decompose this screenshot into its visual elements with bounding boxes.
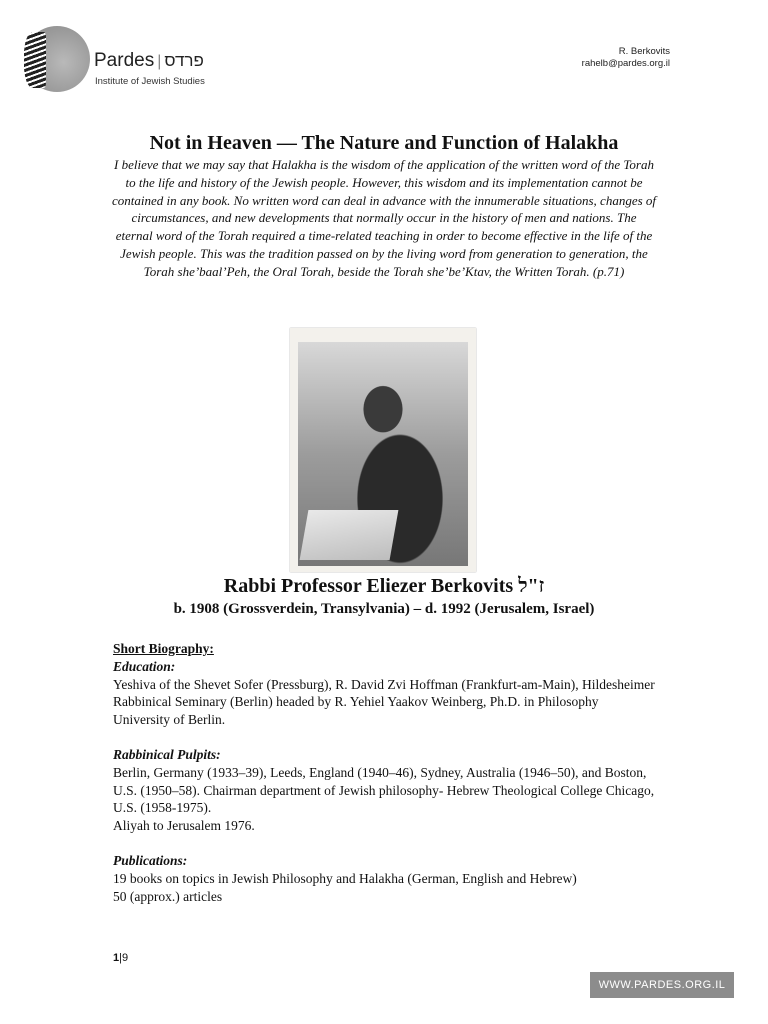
- author-name: R. Berkovits: [618, 46, 670, 57]
- contact-block: [582, 46, 670, 70]
- pulpits-heading: Rabbinical Pulpits:: [113, 746, 221, 762]
- logo-name-hebrew: פרדס: [164, 51, 204, 70]
- website-link[interactable]: WWW.PARDES.ORG.IL: [590, 972, 734, 998]
- publications-line: 19 books on topics in Jewish Philosophy and Halakha (German, English and Hebrew): [113, 870, 577, 886]
- person-name: Rabbi Professor Eliezer Berkovits ז"ל: [223, 575, 545, 597]
- document-title: Not in Heaven — The Nature and Function of Halakha: [149, 132, 619, 154]
- page-separator: |: [119, 952, 122, 964]
- portrait-photo: [298, 342, 468, 566]
- portrait-book: [300, 510, 399, 560]
- logo-separator: |: [157, 53, 162, 70]
- logo-name: [94, 50, 204, 72]
- education-heading: Education:: [113, 658, 176, 674]
- page-current: 1: [113, 952, 120, 964]
- spacer: [113, 835, 658, 852]
- publications-heading: Publications:: [113, 852, 188, 868]
- page-number: [113, 952, 128, 964]
- biography-section: [113, 640, 658, 905]
- logo-mark-icon: [24, 32, 46, 88]
- logo-subtitle: Institute of Jewish Studies: [95, 76, 205, 87]
- pardes-logo: [18, 22, 238, 102]
- portrait-frame: [290, 328, 476, 572]
- page-total: 9: [121, 952, 129, 964]
- logo-name-english: Pardes: [94, 50, 155, 71]
- spacer: [113, 729, 658, 746]
- education-text: Yeshiva of the Shevet Sofer (Pressburg), R. David Zvi Hoffman (Frankfurt-am-Main), Hildesheimer Rabbinical Seminary (Berlin) headed by R. Yehiel Yaakov Weinberg, Ph.D. in Philosophy University of Berlin.: [113, 676, 655, 728]
- pulpits-text: Berlin, Germany (1933–39), Leeds, England (1940–46), Sydney, Australia (1946–50), and Boston, U.S. (1950–58). Chairman department of Jewish philosophy- Hebrew Theological College Chicago, U.S. (1958-1975).: [113, 764, 655, 816]
- publications-line: 50 (approx.) articles: [113, 888, 223, 904]
- quote-paragraph: I believe that we may say that Halakha is the wisdom of the application of the written word of the Torah to the life and history of the Jewish people. However, this wisdom and its implementation cannot be contained in any book. No written word can deal in advance with the innumerable situations, changes of circumstances, and new developments that normally occur in the history of men and nations. The eternal word of the Torah required a time-related teaching in order to become effective in the life of the Jewish people. This was the tradition passed on by the living word from generation to generation, the Torah she’baal’Peh, the Oral Torah, beside the Torah she’be’Ktav, the Written Torah. (p.71): [112, 157, 657, 279]
- aliyah-text: Aliyah to Jerusalem 1976.: [113, 818, 255, 834]
- person-dates: b. 1908 (Grossverdein, Transylvania) – d. 1992 (Jerusalem, Israel): [173, 601, 595, 617]
- author-email: rahelb@pardes.org.il: [581, 58, 670, 69]
- biography-heading: Short Biography:: [113, 641, 214, 656]
